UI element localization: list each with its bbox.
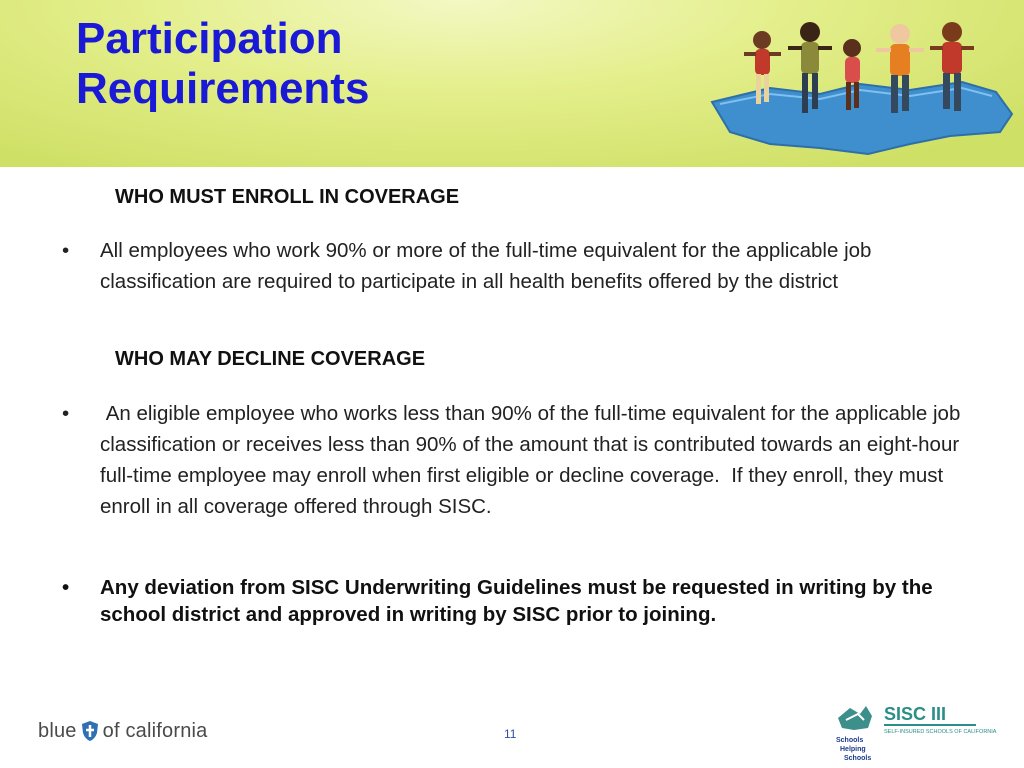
sisc-sub-line-3: Schools [844, 755, 872, 762]
bullet-marker: • [62, 402, 70, 425]
page-number: 11 [504, 727, 517, 741]
sisc-sub-line-1: Schools [836, 737, 864, 744]
bullet-marker: • [62, 239, 70, 262]
shield-icon [81, 720, 99, 742]
bullet-must-enroll [62, 235, 962, 297]
bullet-text: All employees who work 90% or more of the full-time equivalent for the applicable job classification are required to participate in all health benefits offered by the district [100, 239, 872, 293]
bullet-may-decline [62, 398, 967, 522]
section-heading-must-enroll: WHO MUST ENROLL IN COVERAGE [115, 186, 460, 208]
title-line-1: Participation [76, 14, 343, 63]
bullet-text: An eligible employee who works less than 90% of the full-time equivalent for the applicable job classification or receives less than 90% of the amount that is contributed towards an eight-hour full-time employee may enroll when first eligible or decline coverage. If they enroll, they must enroll in all coverage offered through SISC. [100, 402, 967, 518]
sisc-tagline: SELF-INSURED SCHOOLS OF CALIFORNIA [884, 729, 997, 735]
blue-shield-logo [38, 718, 208, 744]
sisc-logo [832, 700, 997, 762]
logo-word-of-california: of california [102, 719, 208, 742]
sisc-sub-line-2: Helping [840, 746, 866, 753]
bullet-marker: • [62, 576, 70, 599]
sisc-logo-text: SISC III [884, 704, 947, 724]
section-heading-may-decline: WHO MAY DECLINE COVERAGE [115, 348, 426, 370]
bullet-text: Any deviation from SISC Underwriting Guidelines must be requested in writing by the school district and approved in writing by SISC prior to joining. [100, 576, 933, 626]
bullet-underwriting-deviation [62, 574, 962, 628]
title-line-2: Requirements [76, 64, 370, 113]
logo-word-blue: blue [38, 719, 77, 742]
